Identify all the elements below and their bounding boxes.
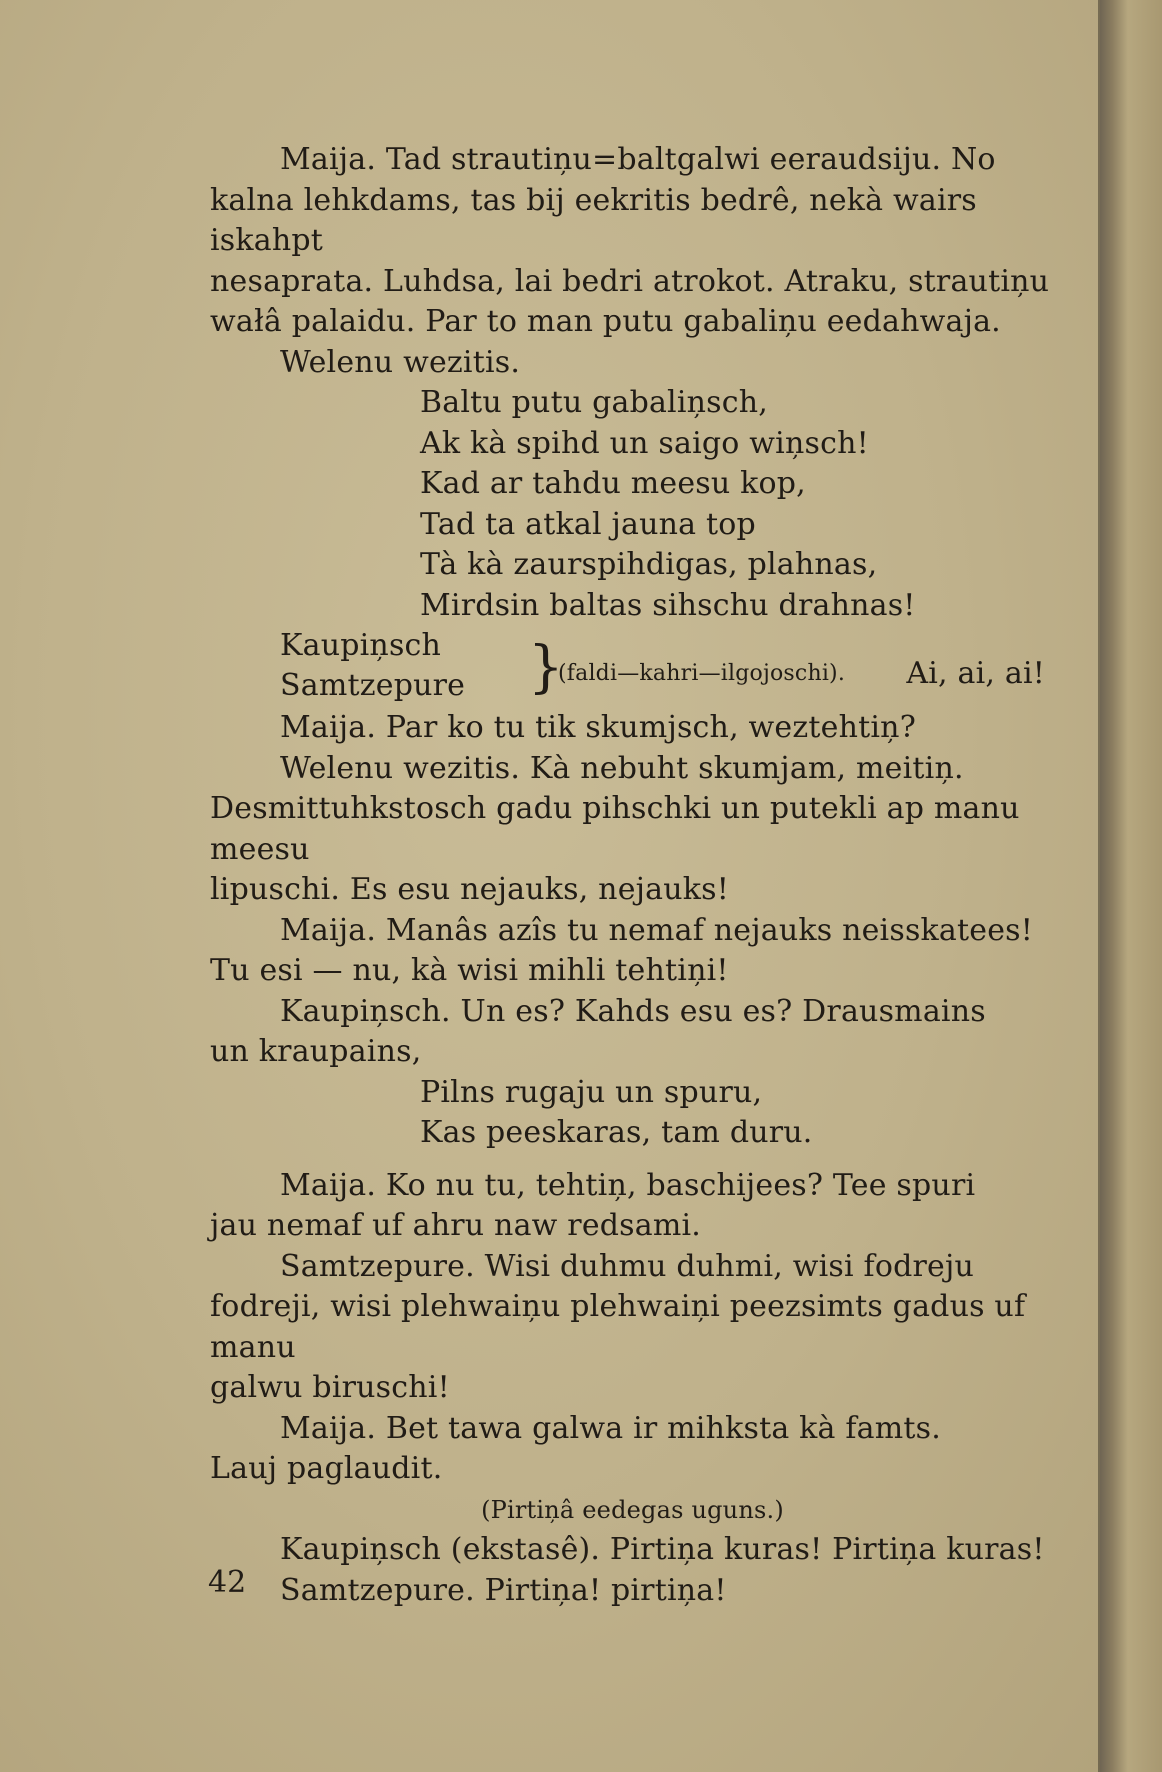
text-line: Desmittuhkstosch gadu pihschki un putekli ap manu meesu: [210, 791, 1020, 867]
stage-direction: (faldi—kahri—ilgojoschi).: [558, 661, 846, 686]
page-number: 42: [208, 1565, 247, 1600]
text-line: Kaupiņsch (ekstasê). Pirtiņa kuras! Pirtiņa kuras!: [280, 1532, 1045, 1567]
verse-line: Tad ta atkal jauna top: [420, 506, 756, 542]
text-line: Tu esi — nu, kà wisi mihli tehtiņi!: [210, 953, 729, 988]
text-line: Maija. Ko nu tu, tehtiņ, baschijees? Tee spuri: [280, 1167, 976, 1203]
verse-line: Tà kà zaurspihdigas, plahnas,: [420, 547, 878, 582]
text-line: kalna lehkdams, tas bij eekritis bedrê, nekà wairs iskahpt: [210, 182, 977, 258]
page-body-text: [210, 140, 1055, 1611]
text-line: jau nemaf uf ahru naw redsami.: [210, 1208, 702, 1243]
speaker-line: Welenu wezitis.: [280, 344, 521, 380]
text-line: un kraupains,: [210, 1034, 422, 1069]
text-line: lipuschi. Es esu nejauks, nejauks!: [210, 872, 729, 907]
verse-line: Ak kà spihd un saigo wiņsch!: [420, 425, 869, 461]
text-line: fodreji, wisi plehwaiņu plehwaiņi peezsimts gadus uf manu: [210, 1289, 1026, 1365]
text-line: Maija. Tad strautiņu=baltgalwi eeraudsiju. No: [280, 142, 996, 177]
text-line: Kaupiņsch. Un es? Kahds esu es? Drausmains: [280, 993, 986, 1029]
text-line: Maija. Par ko tu tik skumjsch, weztehtiņ?: [280, 710, 916, 745]
next-page-edge: [1100, 0, 1162, 1772]
brace-glyph: }: [528, 635, 564, 700]
text-line: nesaprata. Luhdsa, lai bedri atrokot. Atraku, strautiņu: [210, 263, 1050, 299]
speaker-name-kaupinsch: Kaupiņsch: [280, 628, 442, 663]
text-line: Lauj paglaudit.: [210, 1451, 443, 1486]
text-line: Maija. Manâs azîs tu nemaf nejauks neisskatees!: [280, 912, 1034, 948]
stage-direction: (Pirtiņâ eedegas uguns.): [481, 1495, 784, 1524]
verse-line: Mirdsin baltas sihschu drahnas!: [420, 587, 916, 623]
verse-line: Kas peeskaras, tam duru.: [420, 1115, 813, 1150]
text-line: galwu biruschi!: [210, 1370, 450, 1405]
joint-speakers-block: [210, 626, 1055, 708]
verse-line: Pilns rugaju un spuru,: [420, 1074, 763, 1110]
text-line: Samtzepure. Wisi duhmu duhmi, wisi fodreju: [280, 1248, 975, 1284]
text-line: Welenu wezitis. Kà nebuht skumjam, meitiņ.: [280, 750, 964, 786]
text-line: Maija. Bet tawa galwa ir mihksta kà famts.: [280, 1410, 941, 1446]
exclamation: Ai, ai, ai!: [906, 656, 1045, 691]
speaker-name-samtzepure: Samtzepure: [280, 668, 466, 703]
verse-line: Kad ar tahdu meesu kop,: [420, 466, 806, 501]
text-line: wałâ palaidu. Par to man putu gabaliņu eedahwaja.: [210, 304, 1001, 339]
verse-line: Baltu putu gabaliņsch,: [420, 385, 769, 420]
text-line: Samtzepure. Pirtiņa! pirtiņa!: [280, 1572, 727, 1608]
